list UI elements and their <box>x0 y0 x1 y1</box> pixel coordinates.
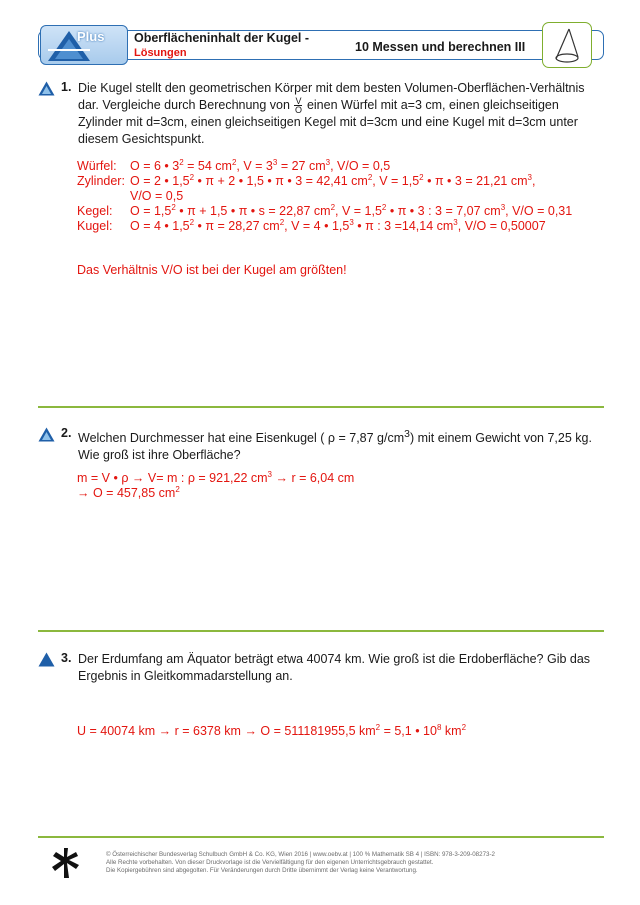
fraction-denominator: O <box>294 105 302 116</box>
task-line: diesem Gesichtspunkt. <box>78 132 205 147</box>
superscript: 2 <box>461 723 467 732</box>
superscript: 2 <box>279 218 285 227</box>
plus-logo <box>40 25 128 65</box>
chapter-title: 10 Messen und berechnen III <box>355 40 526 54</box>
task-number: 3. <box>61 651 72 665</box>
footer-line: Die Kopiergebühren sind abgegolten. Für Veränderungen durch Dritte übernimmt der Verlag keine Verantwortung. <box>106 867 418 874</box>
answer-line: U = 40074 km → r = 6378 km → O = 511181955,5 $km^2 = 5,1$ • $10^8$ $km^2$ <box>77 723 467 738</box>
footer-copyright <box>106 851 495 875</box>
task-line: Wie groß ist ihre Oberfläche? <box>78 448 241 463</box>
answer-label-wuerfel: Würfel: <box>77 159 117 173</box>
superscript: 3 <box>325 158 331 167</box>
answer-label-kegel: Kegel: <box>77 204 113 218</box>
task-text <box>78 426 608 464</box>
difficulty-triangle-icon <box>38 427 55 442</box>
answer-line: → O = 457,85 $cm^2$ <box>77 485 180 500</box>
task-2 <box>38 426 608 466</box>
task-text <box>78 651 608 685</box>
superscript: 3 <box>527 173 532 182</box>
footer-line: © Österreichischer Bundesverlag Schulbuch GmbH & Co. KG, Wien 2016 | www.oebv.at | 100 % Mathematik SB 4 | ISBN: 978-3-209-08273-2 <box>106 851 495 858</box>
answer-kegel: $O = 1,5^2$ • π + 1,5 • π • s = 22,87 $cm^2$, $V = 1,5^2$ • π • 3 : 3 = 7,07 $cm^3$, V/O = 0,31 <box>130 203 573 218</box>
cone-badge <box>542 22 592 68</box>
section-divider <box>38 836 604 838</box>
logo-text: Plus <box>77 29 105 44</box>
difficulty-triangle-icon <box>38 81 55 96</box>
task-text <box>78 80 608 148</box>
fraction-numerator: V <box>295 96 302 107</box>
task-line: Die Kugel stellt den geometrischen Körper mit dem besten Volumen-Oberflächen-Verhältnis <box>78 81 585 95</box>
answer-conclusion: Das Verhältnis V/O ist bei der Kugel am größten! <box>77 263 347 277</box>
fraction-v-over-o <box>294 97 302 114</box>
difficulty-triangle-icon <box>38 652 55 667</box>
task-number: 2. <box>61 426 72 440</box>
page-subtitle: Lösungen <box>134 47 187 59</box>
footer-line: Alle Rechte vorbehalten. Von dieser Druckvorlage ist die Vervielfältigung für den eigenen Unterrichtsgebrauch gestattet. <box>106 859 434 866</box>
superscript: 2 <box>375 723 381 732</box>
publisher-logo-icon <box>52 848 80 878</box>
superscript: 3 <box>272 158 278 167</box>
page-title: Oberflächeninhalt der Kugel - <box>134 31 310 45</box>
task-line <box>78 97 608 114</box>
task-line: Der Erdumfang am Äquator beträgt etwa 40074 km. Wie groß ist die Erdoberfläche? Gib das <box>78 652 591 666</box>
answer-wuerfel: O = 6 • $3^2 = 54$ $cm^2$, $V = 3^3 = 27$ $cm^3$, V/O = 0,5 <box>130 158 391 173</box>
answer-kugel: O = 4 • $1,5^2$ • π = 28,27 $cm^2$, V = 4 • $1,5^3$ • π : 3 =14,14 $cm^3$, V/O = 0,50007 <box>130 218 546 233</box>
superscript: 3 <box>453 218 458 227</box>
superscript: 2 <box>419 173 424 182</box>
superscript: 2 <box>330 203 336 212</box>
superscript: 2 <box>189 218 195 227</box>
answer-zylinder: O = 2 • $1,5^2$ • π + 2 • 1,5 • π • 3 = 42,41 $cm^2$, $V = 1,5^2$ • π • 3 = 21,21 $cm^3$, <box>130 173 536 188</box>
cone-icon <box>553 27 581 65</box>
superscript: 2 <box>179 158 184 167</box>
task-line: Welchen Durchmesser hat eine Eisenkugel ( ρ = 7,87 $g/cm^3$) mit einem Gewicht von 7,25 kg. <box>78 429 592 446</box>
answer-zylinder-cont: V/O = 0,5 <box>130 189 184 203</box>
superscript: 3 <box>349 218 354 227</box>
task-number: 1. <box>61 80 72 94</box>
section-divider <box>38 630 604 632</box>
answer-label-kugel: Kugel: <box>77 219 113 233</box>
superscript: 8 <box>436 723 442 732</box>
superscript: 3 <box>500 203 506 212</box>
task-line: Ergebnis in Gleitkommadarstellung an. <box>78 669 293 683</box>
superscript: 3 <box>267 470 272 479</box>
task-line: Zylinder mit d=3cm, einen gleichseitigen Kegel mit d=3cm und eine Kugel mit d=3cm unter <box>78 115 578 130</box>
section-divider <box>38 406 604 408</box>
task-3 <box>38 651 608 691</box>
superscript: 3 <box>404 429 410 440</box>
superscript: 2 <box>189 173 195 182</box>
answer-label-zylinder: Zylinder: <box>77 174 125 188</box>
answer-line: m = V • ρ → V= m : ρ = 921,22 $cm^3 \to r = 6,04$ cm <box>77 470 355 485</box>
superscript: 2 <box>175 485 180 494</box>
superscript: 2 <box>231 158 237 167</box>
task-line-suffix: einen Würfel mit a=3 cm, einen gleichseitigen <box>306 98 559 112</box>
superscript: 2 <box>381 203 387 212</box>
superscript: 2 <box>171 203 176 212</box>
task-line-prefix: dar. Vergleiche durch Berechnung von <box>78 98 290 112</box>
superscript: 2 <box>367 173 373 182</box>
